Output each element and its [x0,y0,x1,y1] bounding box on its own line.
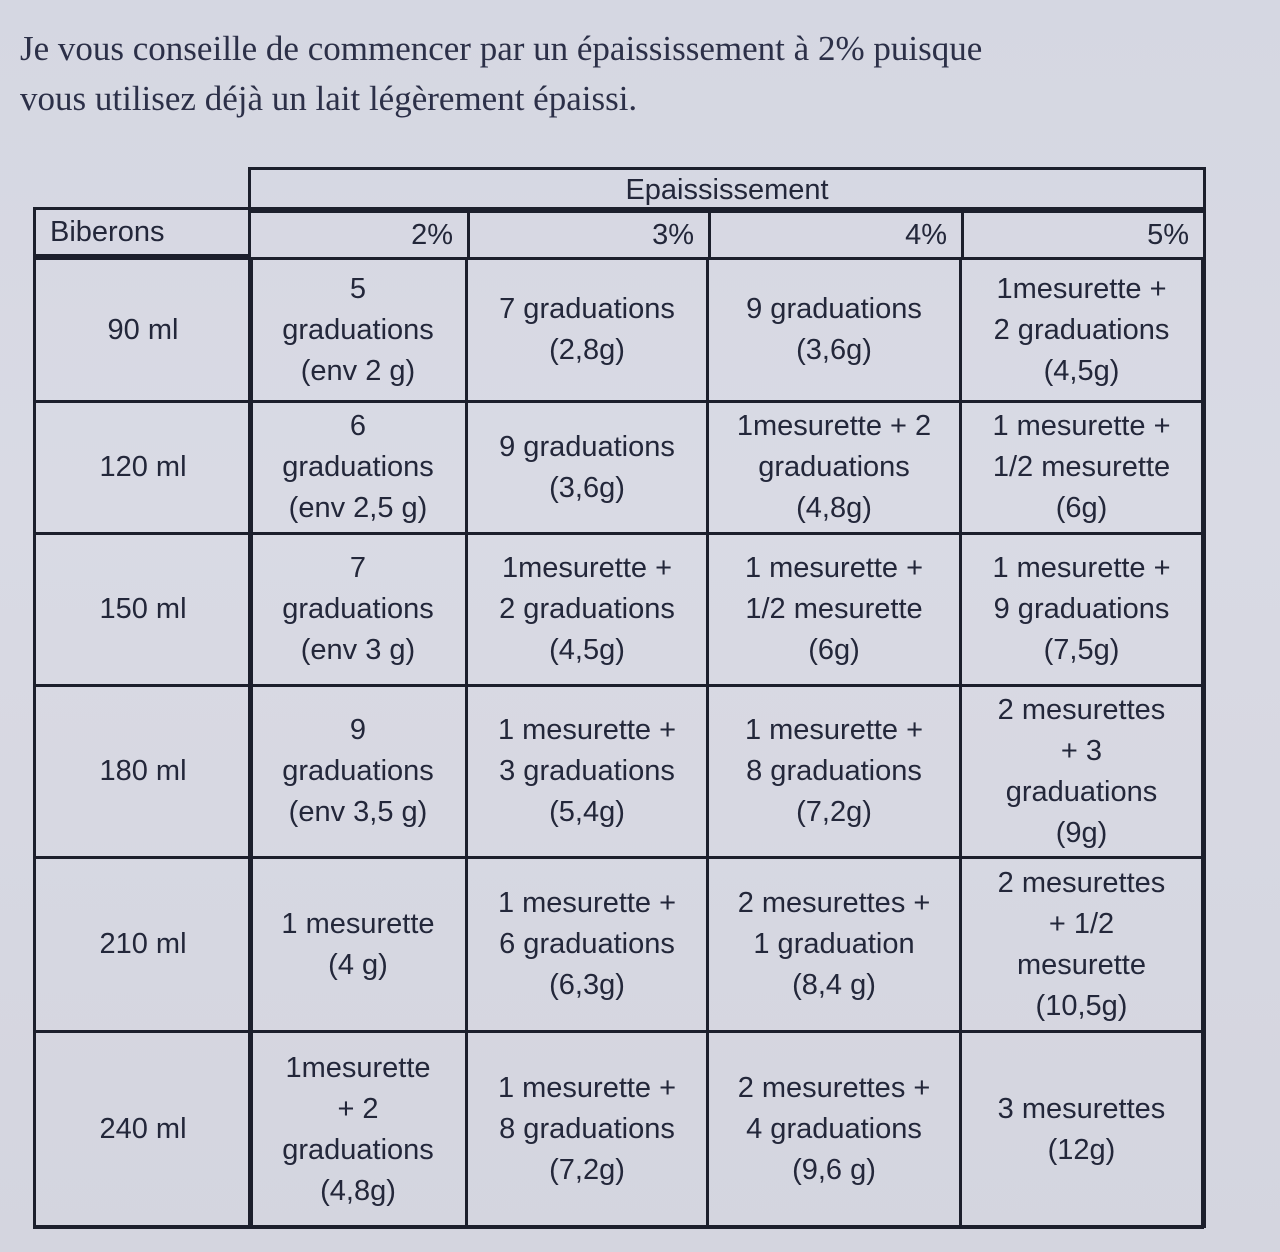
dosage-line: 4 graduations [746,1113,922,1145]
dosage-line: (12g) [1047,1133,1116,1166]
dosage-line: graduations [282,755,434,787]
dosage-line: (4,8g) [796,492,872,524]
row-label: 240 ml [33,1030,253,1229]
dosage-cell [706,684,962,859]
dosage-cell [959,532,1204,687]
dosage-line: (6,3g) [549,969,625,1001]
column-header-3pct: 3% [467,210,711,260]
dosage-cell [465,257,709,403]
dosage-line: mesurette [1017,948,1146,981]
dosage-line: (6g) [808,634,860,666]
dosage-line: 2 mesurettes [997,693,1166,726]
dosage-cell [706,532,962,687]
dosage-cell [959,856,1204,1033]
dosage-line: 1 mesurette [281,907,435,940]
dosage-cell [959,684,1204,859]
column-header-4pct: 4% [708,210,964,260]
dosage-line: 2 mesurettes [997,866,1166,899]
dosage-line: 1mesurette + [501,552,673,584]
dosage-line: (4 g) [328,948,388,981]
dosage-line: graduations [282,593,434,625]
dosage-line: 1 mesurette + [992,552,1171,584]
row-label: 120 ml [33,400,253,535]
dosage-line: 1 mesurette + [497,887,677,919]
dosage-cell [959,257,1204,403]
dosage-line: graduations [282,313,434,346]
dosage-line: 1/2 mesurette [745,593,923,625]
dosage-cell [959,400,1204,535]
dosage-line: (4,8g) [320,1174,396,1207]
dosage-line: graduations [282,451,434,483]
dosage-cell [465,400,709,535]
dosage-line: (6g) [1055,492,1108,524]
dosage-line: 1mesurette [285,1051,431,1084]
intro-line-1: Je vous conseille de commencer par un épaississement à 2% puisque [20,29,983,68]
dosage-line: (7,5g) [1043,634,1120,666]
row-label: 150 ml [33,532,253,687]
column-header-5pct: 5% [961,210,1206,260]
dosage-cell [248,257,468,403]
group-header-epaississement: Epaississement [248,167,1206,213]
row-label: 180 ml [33,684,253,859]
column-header-2pct: 2% [248,210,470,260]
dosage-line: 9 graduations [993,593,1170,625]
dosage-line: (3,6g) [796,334,872,366]
dosage-line: 9 graduations [499,430,675,463]
row-label: 90 ml [33,257,253,403]
dosage-line: 3 mesurettes [997,1092,1166,1125]
dosage-line: 5 [349,272,367,305]
dosage-line: (4,5g) [1043,354,1120,387]
dosage-line: 9 [349,714,367,746]
intro-text [20,24,1220,124]
dosage-line: 1 mesurette + [497,714,677,746]
dosage-line: (env 3 g) [300,634,416,666]
dosage-line: 6 graduations [499,928,675,960]
dosage-line: 1 mesurette + [992,410,1171,442]
dosage-line: (9g) [1055,816,1108,849]
dosage-cell [706,856,962,1033]
dosage-line: 6 [349,410,367,442]
dosage-line: graduations [282,1133,434,1166]
dosage-line: 2 graduations [499,593,675,625]
dosage-cell [959,1030,1204,1229]
dosage-cell [706,1030,962,1229]
intro-line-2: vous utilisez déjà un lait légèrement épaissi. [20,79,638,118]
dosage-cell [248,1030,468,1229]
dosage-cell [248,400,468,535]
dosage-line: 3 graduations [499,755,675,787]
dosage-line: 2 mesurettes + [737,887,931,919]
dosage-line: 2 mesurettes + [737,1072,931,1104]
dosage-cell [248,532,468,687]
dosage-line: 1mesurette + [996,272,1167,305]
dosage-line: (env 2,5 g) [288,492,428,524]
dosage-cell [465,684,709,859]
dosage-line: 1 mesurette + [744,714,924,746]
dosage-cell [248,856,468,1033]
dosage-line: (5,4g) [549,796,625,828]
dosage-line: (env 2 g) [300,354,416,387]
row-label: 210 ml [33,856,253,1033]
dosage-cell [465,856,709,1033]
dosage-line: 2 graduations [993,313,1170,346]
dosage-line: 7 [349,552,367,584]
dosage-line: graduations [758,451,910,483]
dosage-line: (7,2g) [549,1154,625,1186]
dosage-line: (9,6 g) [792,1154,876,1186]
dosage-line: (10,5g) [1035,989,1128,1022]
dosage-line: 8 graduations [499,1113,675,1145]
dosage-line: (8,4 g) [792,969,876,1001]
dosage-line: 9 graduations [746,293,922,325]
dosage-cell [465,1030,709,1229]
dosage-cell [248,684,468,859]
table-frame [33,207,1206,1228]
dosage-line: graduations [1005,775,1158,808]
dosage-line: 1 mesurette + [497,1072,677,1104]
row-header-biberons: Biberons [33,207,251,257]
dosage-line: 8 graduations [746,755,922,787]
dosage-line: (2,8g) [549,334,625,366]
dosage-line: 1/2 mesurette [992,451,1171,483]
dosage-line: 1mesurette + 2 [736,410,932,442]
dosage-line: (7,2g) [796,796,872,828]
dosage-cell [706,400,962,535]
dosage-line: 7 graduations [499,293,675,325]
dosage-cell [706,257,962,403]
dosage-cell [465,532,709,687]
dosage-line: + 3 [1060,734,1103,767]
dosage-line: (3,6g) [549,471,625,504]
dosage-line: + 1/2 [1048,907,1115,940]
dosage-line: + 2 [337,1092,379,1125]
dosage-line: 1 mesurette + [744,552,924,584]
dosage-line: 1 graduation [753,928,915,960]
dosage-line: (4,5g) [549,634,625,666]
dosage-line: (env 3,5 g) [288,796,428,828]
